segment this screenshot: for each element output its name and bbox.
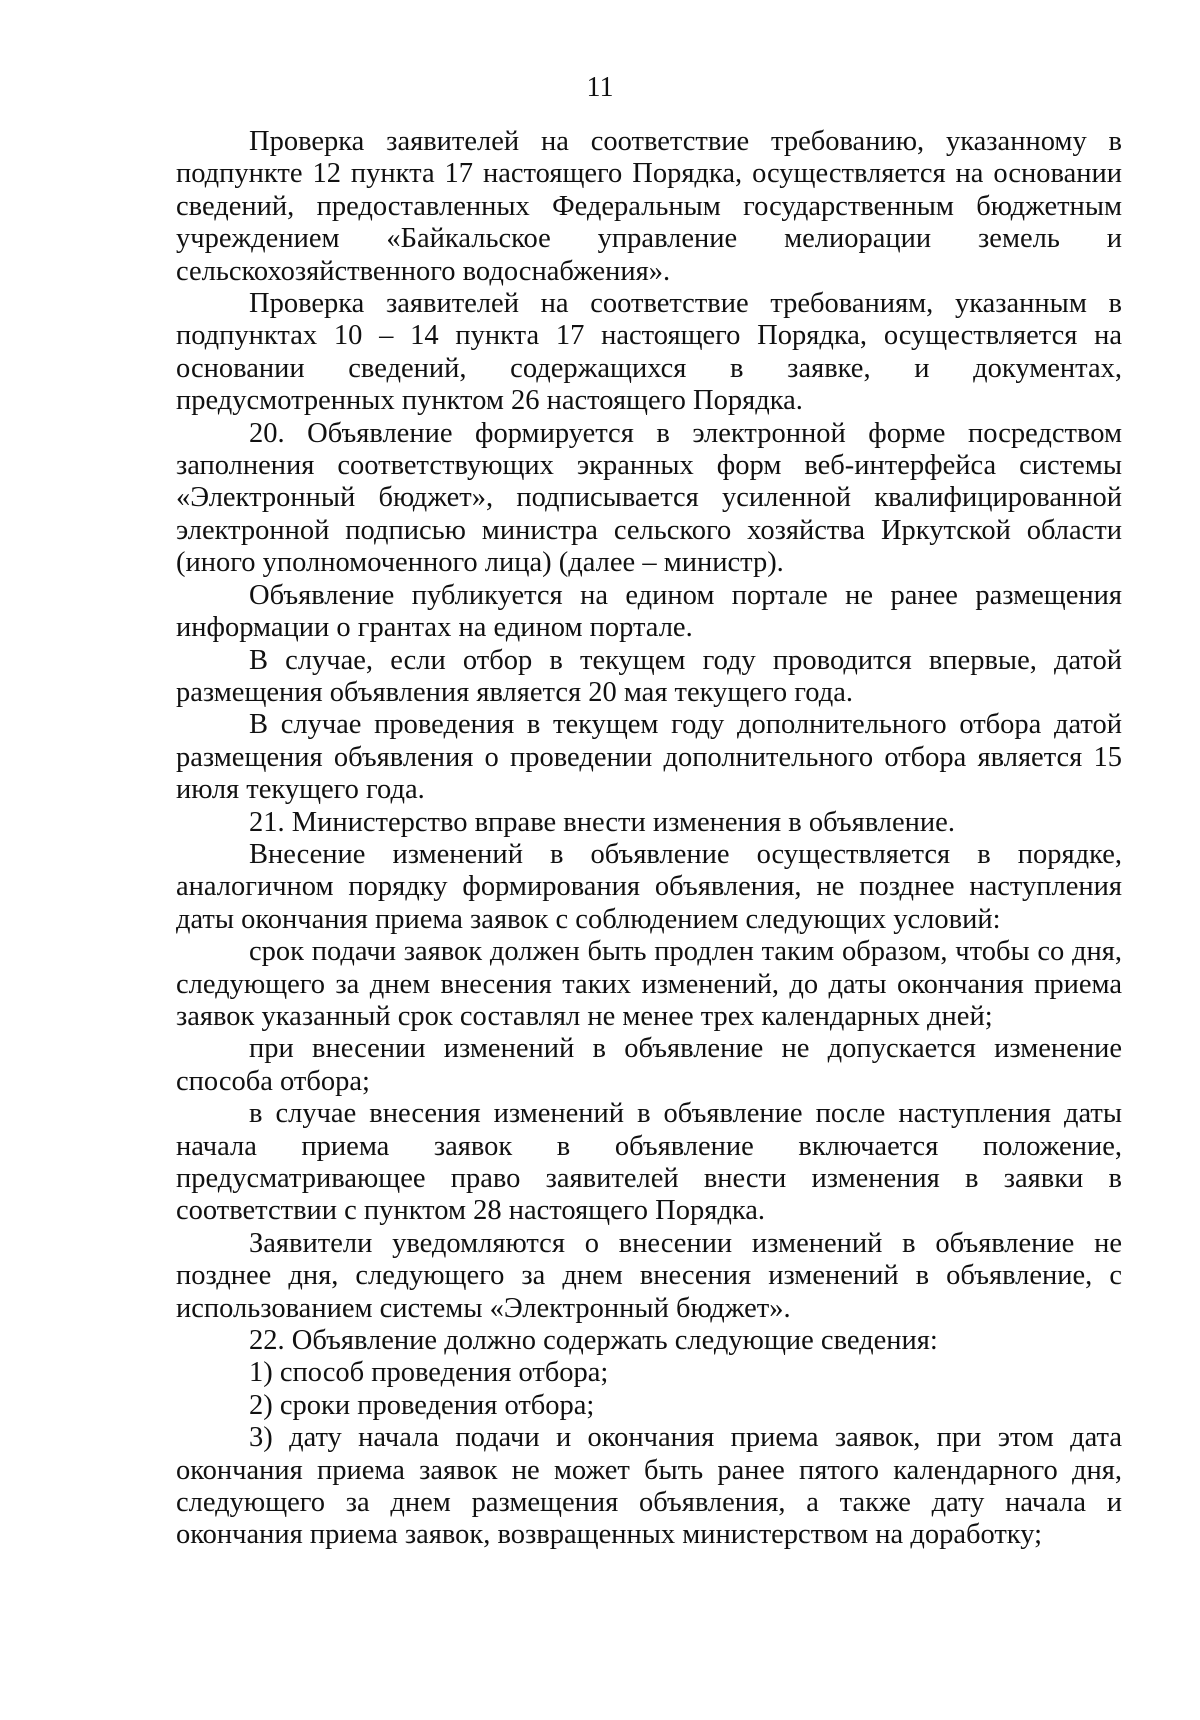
- paragraph-changes-procedure: Внесение изменений в объявление осуществляется в порядке, аналогичном порядку формирования объявления, не позднее наступления даты окончания приема заявок с соблюдением следующих условий:: [176, 838, 1122, 935]
- paragraph-condition-applicant-rights: в случае внесения изменений в объявление после наступления даты начала приема заявок в объявление включается положение, предусматривающее право заявителей внести изменения в заявки в соответствии с пунктом 28 настоящего Порядка.: [176, 1098, 1122, 1227]
- paragraph-verification-subpoints-10-14: Проверка заявителей на соответствие требованиям, указанным в подпунктах 10 – 14 пункта 17 настоящего Порядка, осуществляется на основании сведений, содержащихся в заявке, и документах, предусмотренных пунктом 26 настоящего Порядка.: [176, 288, 1122, 417]
- document-body: [176, 126, 1122, 1552]
- paragraph-21-ministry-changes: 21. Министерство вправе внести изменения в объявление.: [249, 806, 955, 838]
- list-item-1: 1) способ проведения отбора;: [249, 1357, 609, 1389]
- paragraph-condition-method-unchanged: при внесении изменений в объявление не допускается изменение способа отбора;: [176, 1033, 1122, 1097]
- page-number: 11: [586, 72, 614, 103]
- paragraph-20-announcement-formation: 20. Объявление формируется в электронной форме посредством заполнения соответствующих экранных форм веб-интерфейса системы «Электронный бюджет», подписывается усиленной квалифицированной электронной подписью министра сельского хозяйства Иркутской области (иного уполномоченного лица) (далее – министр).: [176, 417, 1122, 579]
- paragraph-condition-deadline-extension: срок подачи заявок должен быть продлен таким образом, чтобы со дня, следующего за днем внесения таких изменений, до даты окончания приема заявок указанный срок составлял не менее трех календарных дней;: [176, 936, 1122, 1032]
- paragraph-verification-subpoint-12: Проверка заявителей на соответствие требованию, указанному в подпункте 12 пункта 17 настоящего Порядка, осуществляется на основании сведений, предоставленных Федеральным государственным бюджетным учреждением «Байкальское управление мелиорации земель и сельскохозяйственного водоснабжения».: [176, 126, 1122, 287]
- paragraph-announcement-publication: Объявление публикуется на едином портале не ранее размещения информации о грантах на едином портале.: [176, 579, 1122, 644]
- paragraph-additional-selection-date: В случае проведения в текущем году дополнительного отбора датой размещения объявления о проведении дополнительного отбора является 15 июля текущего года.: [176, 709, 1122, 806]
- paragraph-22-announcement-contents: 22. Объявление должно содержать следующие сведения:: [249, 1325, 938, 1357]
- list-item-2: 2) сроки проведения отбора;: [249, 1389, 595, 1421]
- paragraph-first-selection-date: В случае, если отбор в текущем году проводится впервые, датой размещения объявления является 20 мая текущего года.: [176, 644, 1122, 708]
- list-item-3: 3) дату начала подачи и окончания приема заявок, при этом дата окончания приема заявок не может быть ранее пятого календарного дня, следующего за днем размещения объявления, а также дату начала и окончания приема заявок, возвращенных министерством на доработку;: [176, 1422, 1122, 1551]
- paragraph-applicant-notification: Заявители уведомляются о внесении изменений в объявление не позднее дня, следующего за днем внесения изменений в объявление, с использованием системы «Электронный бюджет».: [176, 1227, 1122, 1324]
